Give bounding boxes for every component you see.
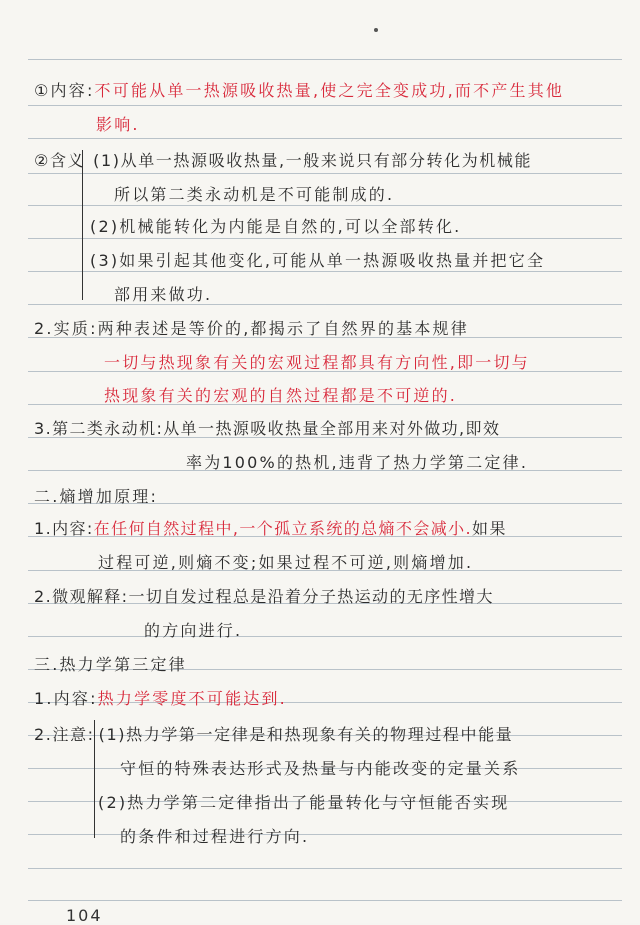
line-micro-2: 的方向进行.: [144, 621, 243, 640]
line-meaning-1: [34, 148, 532, 171]
ruled-line: [28, 59, 622, 60]
line-meaning-4: (3)如果引起其他变化,可能从单一热源吸收热量并把它全: [90, 251, 546, 270]
meaning-label: ②含义: [34, 151, 86, 170]
ruled-line: [28, 138, 622, 139]
page-number: 104: [66, 906, 103, 925]
line-essence: 2.实质:两种表述是等价的,都揭示了自然界的基本规律: [34, 319, 469, 338]
entropy-content-label: 1.内容:: [34, 519, 94, 538]
paper-dot: [374, 28, 378, 32]
notes-item-1: (1)热力学第一定律是和热现象有关的物理过程中能量: [98, 725, 514, 744]
bracket-meaning: [82, 150, 83, 300]
line-entropy-2: 过程可逆,则熵不变;如果过程不可逆,则熵增加.: [98, 553, 474, 572]
line-notes-2: 守恒的特殊表达形式及热量与内能改变的定量关系: [120, 759, 521, 778]
section-third-law-heading: 三.热力学第三定律: [34, 655, 187, 674]
ruled-line: [28, 636, 622, 637]
line-notes-1: [34, 722, 513, 745]
third-law-content-label: 1.内容:: [34, 689, 98, 708]
ruled-line: [28, 900, 622, 901]
ruled-line: [28, 271, 622, 272]
line-essence-red-2: 热现象有关的宏观的自然过程都是不可逆的.: [104, 386, 458, 405]
line-meaning-3: (2)机械能转化为内能是自然的,可以全部转化.: [90, 217, 462, 236]
third-law-content-text: 热力学零度不可能达到.: [97, 689, 287, 708]
ruled-line: [28, 868, 622, 869]
ruled-line: [28, 834, 622, 835]
entropy-content-tail: 如果: [472, 519, 507, 538]
ruled-line: [28, 173, 622, 174]
section-entropy-heading: 二.熵增加原理:: [34, 487, 159, 506]
content-label: ①内容:: [34, 81, 95, 100]
line-perpetual-2: 率为100%的热机,违背了热力学第二定律.: [186, 453, 529, 472]
line-essence-red-1: 一切与热现象有关的宏观过程都具有方向性,即一切与: [104, 353, 530, 372]
line-content-1: [34, 78, 564, 101]
content-text: 不可能从单一热源吸收热量,使之完全变成功,而不产生其他: [94, 81, 565, 100]
line-perpetual-1: 3.第二类永动机:从单一热源吸收热量全部用来对外做功,即效: [34, 419, 501, 438]
line-notes-3: (2)热力学第二定律指出了能量转化与守恒能否实现: [98, 793, 510, 812]
line-meaning-5: 部用来做功.: [114, 285, 213, 304]
line-third-law-content: [34, 686, 287, 709]
line-micro-1: 2.微观解释:一切自发过程总是沿着分子热运动的无序性增大: [34, 587, 494, 606]
ruled-line: [28, 205, 622, 206]
ruled-line: [28, 105, 622, 106]
line-entropy-1: [34, 516, 507, 539]
ruled-line: [28, 238, 622, 239]
entropy-content-text: 在任何自然过程中,一个孤立系统的总熵不会减小.: [93, 519, 473, 538]
line-notes-4: 的条件和过程进行方向.: [120, 827, 310, 846]
notes-label: 2.注意:: [34, 725, 95, 744]
line-content-2: 影响.: [96, 115, 140, 134]
meaning-item-1: (1)从单一热源吸收热量,一般来说只有部分转化为机械能: [93, 151, 533, 170]
line-meaning-2: 所以第二类永动机是不可能制成的.: [114, 185, 395, 204]
